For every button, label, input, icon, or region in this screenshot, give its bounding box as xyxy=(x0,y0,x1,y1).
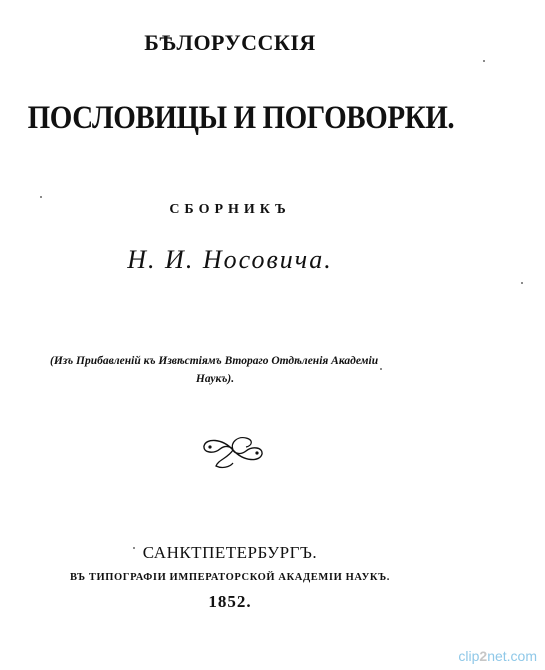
imprint-year: 1852. xyxy=(208,592,252,611)
watermark-part-2: 2 xyxy=(479,648,488,664)
source-note-line-1: (Изъ Прибавленій къ Извѣстіямъ Втораго Отдѣленія Академіи xyxy=(50,355,379,367)
title-line-1: БѢЛОРУССКІЯ xyxy=(144,30,316,55)
scan-speck xyxy=(133,547,135,549)
collection-label: СБОРНИКЪ xyxy=(169,202,291,217)
scan-speck xyxy=(483,60,485,62)
watermark xyxy=(458,648,537,664)
source-note xyxy=(50,352,400,388)
scan-speck xyxy=(380,368,382,370)
scan-speck xyxy=(40,196,42,198)
title-line-2: ПОСЛОВИЦЫ И ПОГОВОРКИ. xyxy=(27,100,455,136)
imprint-city: САНКТПЕТЕРБУРГЪ. xyxy=(142,543,318,562)
imprint-printer: ВЪ ТИПОГРАФІИ ИМПЕРАТОРСКОЙ АКАДЕМІИ НАУКЪ. xyxy=(69,572,391,583)
scan-speck xyxy=(521,282,523,284)
watermark-part-3: net.com xyxy=(487,648,537,664)
author-name: Н. И. Носовича. xyxy=(127,245,333,274)
flourish-ornament-icon xyxy=(200,432,266,470)
watermark-part-1: clip xyxy=(458,648,480,664)
source-note-line-2: Наукъ). xyxy=(195,373,235,385)
